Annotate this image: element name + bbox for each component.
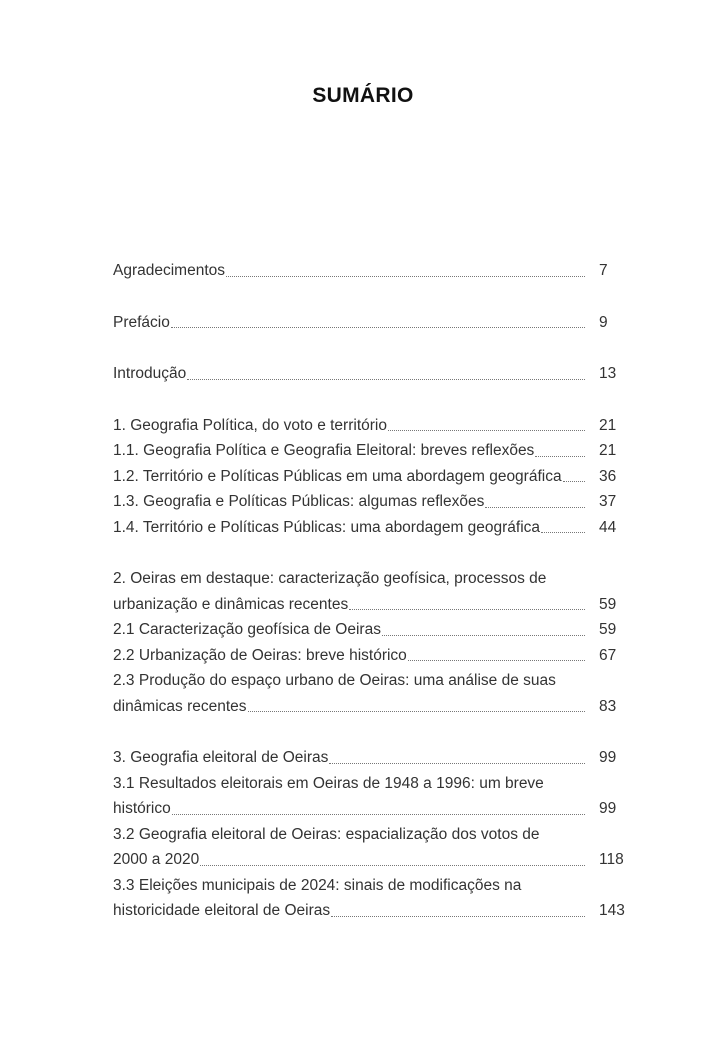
- toc-entry[interactable]: [113, 745, 633, 771]
- toc-entry[interactable]: [113, 592, 633, 618]
- toc-entry-label: 1.3. Geografia e Políticas Públicas: algumas reflexões: [113, 493, 485, 510]
- toc-entry[interactable]: [113, 413, 633, 439]
- dot-leader: [382, 635, 585, 636]
- toc-group: [113, 361, 633, 387]
- toc-entry-label: 1.4. Território e Políticas Públicas: uma abordagem geográfica: [113, 518, 541, 536]
- table-of-contents: [113, 258, 633, 950]
- toc-entry-label: 3.2 Geografia eleitoral de Oeiras: espacialização dos votos de: [113, 825, 540, 843]
- dot-leader: [226, 276, 585, 277]
- toc-entry-label: 2.3 Produção do espaço urbano de Oeiras: uma análise de suas: [113, 672, 556, 689]
- toc-page-number: 59: [599, 621, 617, 638]
- dot-leader: [408, 660, 585, 661]
- toc-page-number: 143: [599, 902, 625, 919]
- toc-entry-first-line: [113, 668, 633, 694]
- toc-entry-label: 2000 a 2020: [113, 851, 200, 868]
- toc-page-number: 118: [599, 851, 624, 868]
- dot-leader: [248, 711, 585, 712]
- toc-entry[interactable]: [113, 847, 633, 873]
- dot-leader: [172, 814, 585, 815]
- dot-leader: [535, 456, 585, 457]
- dot-leader: [485, 507, 585, 508]
- toc-entry-label: Prefácio: [113, 313, 170, 331]
- toc-page-number: 13: [599, 365, 617, 382]
- toc-entry[interactable]: [113, 361, 633, 387]
- toc-group: [113, 566, 633, 719]
- toc-page-number: 99: [599, 800, 617, 817]
- toc-page-number: 36: [599, 467, 617, 485]
- toc-group: [113, 258, 633, 284]
- toc-entry-label: 1.1. Geografia Política e Geografia Eleitoral: breves reflexões: [113, 442, 535, 459]
- toc-entry-label: 2.1 Caracterização geofísica de Oeiras: [113, 621, 381, 638]
- dot-leader: [541, 532, 585, 533]
- toc-entry[interactable]: [113, 898, 633, 924]
- toc-page-number: 7: [599, 262, 608, 279]
- toc-page-number: 67: [599, 646, 617, 664]
- toc-page-number: 99: [599, 749, 617, 766]
- dot-leader: [563, 481, 585, 482]
- toc-entry[interactable]: [113, 489, 633, 515]
- toc-entry-first-line: [113, 822, 633, 848]
- toc-entry-label: 1.2. Território e Políticas Públicas em uma abordagem geográfica: [113, 467, 562, 485]
- toc-entry-label: Agradecimentos: [113, 262, 226, 279]
- toc-entry[interactable]: [113, 643, 633, 669]
- dot-leader: [329, 763, 585, 764]
- toc-entry-first-line: [113, 771, 633, 797]
- toc-page-number: 21: [599, 442, 617, 459]
- dot-leader: [200, 865, 585, 866]
- toc-page-number: 44: [599, 518, 617, 536]
- toc-entry-first-line: [113, 873, 633, 899]
- dot-leader: [349, 609, 585, 610]
- toc-group: [113, 413, 633, 541]
- toc-entry-label: 1. Geografia Política, do voto e território: [113, 416, 387, 434]
- toc-entry[interactable]: [113, 694, 633, 720]
- toc-entry-label: 2. Oeiras em destaque: caracterização geofísica, processos de: [113, 570, 547, 587]
- toc-entry-label: Introdução: [113, 365, 187, 382]
- toc-page-number: 21: [599, 416, 617, 434]
- toc-entry[interactable]: [113, 464, 633, 490]
- toc-entry-label: historicidade eleitoral de Oeiras: [113, 902, 331, 919]
- toc-entry-label: 3. Geografia eleitoral de Oeiras: [113, 749, 329, 766]
- toc-entry[interactable]: [113, 515, 633, 541]
- toc-entry[interactable]: [113, 796, 633, 822]
- toc-page-number: 37: [599, 493, 617, 510]
- dot-leader: [388, 430, 585, 431]
- toc-group: [113, 310, 633, 336]
- toc-entry-first-line: [113, 566, 633, 592]
- dot-leader: [171, 327, 585, 328]
- toc-entry-label: 3.1 Resultados eleitorais em Oeiras de 1948 a 1996: um breve: [113, 774, 544, 792]
- toc-entry[interactable]: [113, 617, 633, 643]
- toc-entry[interactable]: [113, 438, 633, 464]
- toc-entry-label: histórico: [113, 800, 171, 817]
- dot-leader: [331, 916, 585, 917]
- toc-entry[interactable]: [113, 310, 633, 336]
- dot-leader: [187, 379, 585, 380]
- toc-entry-label: 2.2 Urbanização de Oeiras: breve histórico: [113, 646, 407, 664]
- toc-page-number: 59: [599, 595, 617, 613]
- toc-page-number: 83: [599, 697, 617, 715]
- toc-entry-label: dinâmicas recentes: [113, 697, 247, 715]
- toc-entry-label: urbanização e dinâmicas recentes: [113, 595, 349, 613]
- toc-entry-label: 3.3 Eleições municipais de 2024: sinais de modificações na: [113, 876, 522, 894]
- toc-group: [113, 745, 633, 924]
- page-title: SUMÁRIO: [312, 84, 414, 107]
- toc-entry[interactable]: [113, 258, 633, 284]
- toc-page-number: 9: [599, 313, 608, 331]
